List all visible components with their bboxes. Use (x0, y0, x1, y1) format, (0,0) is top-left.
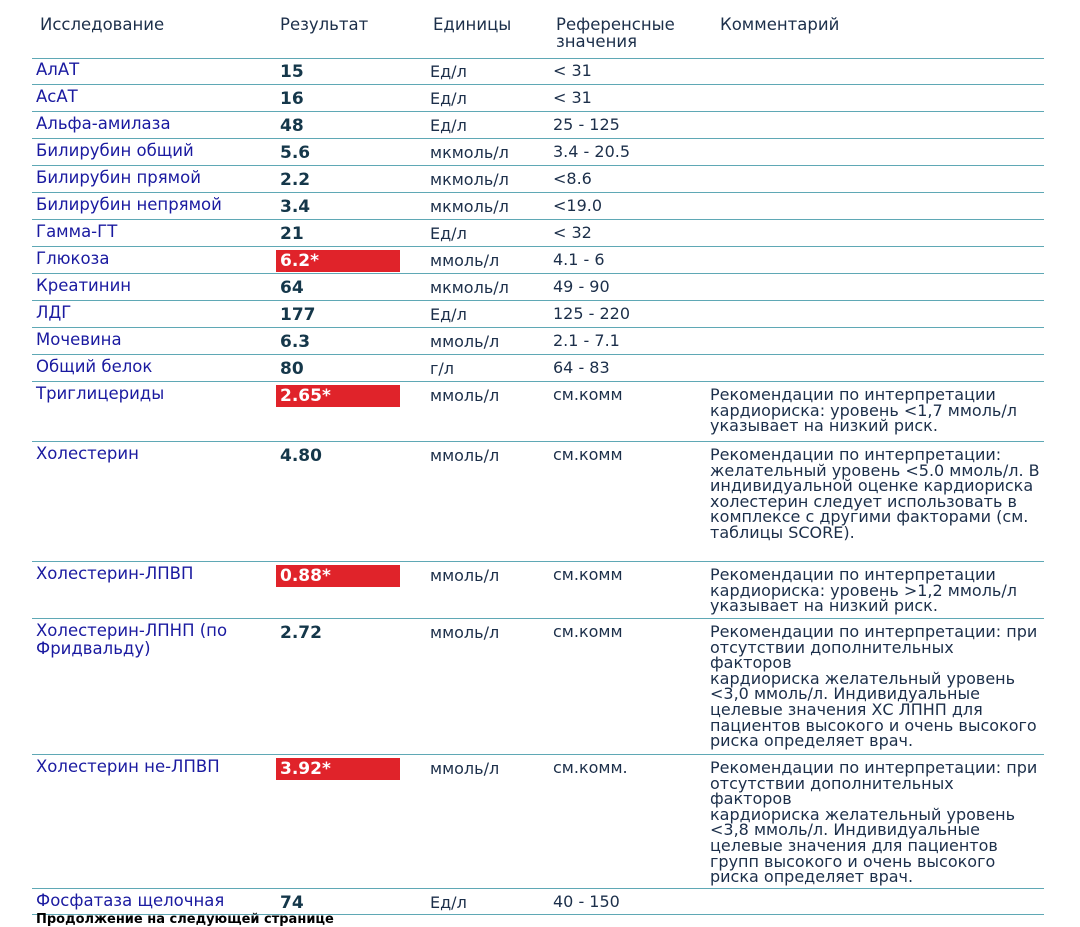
header-comment: Комментарий (720, 15, 840, 34)
unit: ммоль/л (430, 623, 500, 642)
test-name (36, 758, 272, 776)
comment-line: Рекомендации по интерпретации: при (710, 622, 1038, 641)
table-row (32, 193, 1044, 220)
test-name (36, 385, 272, 403)
row-divider (32, 58, 1044, 59)
comment-line: кардиориска: уровень <1,7 ммоль/л (710, 400, 1017, 420)
unit: г/л (430, 359, 455, 378)
reference-range: см.комм (553, 445, 623, 464)
comment-line: таблицы SCORE). (710, 522, 855, 542)
unit: ммоль/л (430, 759, 500, 778)
comment-line: комплексе с другими факторами (см. (710, 507, 1029, 527)
table-row (32, 220, 1044, 247)
reference-range: 2.1 - 7.1 (553, 331, 620, 350)
test-name (36, 304, 272, 322)
test-name-line: Альфа-амилаза (36, 114, 171, 133)
reference-range: см.комм (553, 385, 623, 404)
reference-range: 25 - 125 (553, 115, 620, 134)
table-row (32, 442, 1044, 562)
table-row (32, 247, 1044, 274)
header-reference (556, 16, 675, 50)
comment (710, 567, 1040, 614)
test-name (36, 622, 272, 658)
reference-range: <8.6 (553, 169, 592, 188)
continued-note: Продолжение на следующей странице (36, 912, 334, 927)
reference-range: см.комм. (553, 758, 628, 777)
comment-line: кардиориска: уровень >1,2 ммоль/л (710, 580, 1017, 600)
header-units: Единицы (433, 15, 512, 34)
comment (710, 760, 1040, 885)
unit: мкмоль/л (430, 170, 509, 189)
comment-line: <3,0 ммоль/л. Индивидуальные (710, 684, 980, 704)
comment (710, 624, 1040, 749)
unit: Ед/л (430, 224, 467, 243)
test-name-line: Креатинин (36, 276, 132, 295)
result-value: 2.72 (280, 623, 322, 643)
reference-range: < 32 (553, 223, 592, 242)
comment-line: Рекомендации по интерпретации: (710, 445, 1002, 464)
reference-range: 3.4 - 20.5 (553, 142, 631, 161)
test-name-line: Фосфатаза щелочная (36, 891, 225, 910)
reference-range: 40 - 150 (553, 892, 620, 911)
reference-range: < 31 (553, 88, 592, 107)
table-row (32, 355, 1044, 382)
test-name-line: Холестерин не-ЛПВП (36, 757, 220, 776)
table-row (32, 112, 1044, 139)
test-name (36, 250, 272, 268)
comment-line: пациентов высокого и очень высокого (710, 715, 1037, 735)
result-value-flagged: 2.65* (276, 385, 400, 407)
comment-line: риска определяет врач. (710, 867, 914, 887)
result-value: 21 (280, 224, 304, 244)
test-name-line: АлАТ (36, 60, 80, 79)
unit: мкмоль/л (430, 143, 509, 162)
result-value: 3.4 (280, 197, 311, 217)
comment-line: риска определяет врач. (710, 731, 914, 751)
test-name (36, 115, 272, 133)
result-value: 6.3 (280, 332, 311, 352)
table-row (32, 139, 1044, 166)
test-name (36, 331, 272, 349)
comment-line: групп высокого и очень высокого (710, 851, 996, 871)
comment (710, 447, 1040, 541)
unit: Ед/л (430, 89, 467, 108)
unit: ммоль/л (430, 386, 500, 405)
header-reference-line1: Референсные (556, 15, 675, 34)
test-name-line: Мочевина (36, 330, 122, 349)
unit: ммоль/л (430, 446, 500, 465)
test-name-line: Холестерин-ЛПВП (36, 564, 194, 583)
table-row (32, 328, 1044, 355)
result-value-flagged: 6.2* (276, 250, 400, 272)
table-row (32, 274, 1044, 301)
test-name-line: Глюкоза (36, 249, 110, 268)
table-row (32, 755, 1044, 889)
result-value: 2.2 (280, 170, 311, 190)
result-value: 177 (280, 305, 316, 325)
comment-line: Рекомендации по интерпретации: при (710, 758, 1038, 777)
unit: Ед/л (430, 62, 467, 81)
test-name-line: Триглицериды (36, 384, 165, 403)
comment-line: холестерин следует использовать в (710, 491, 1017, 511)
reference-range: см.комм (553, 622, 623, 641)
table-row (32, 382, 1044, 442)
test-name-line: Холестерин (36, 444, 139, 463)
comment-line: <3,8 ммоль/л. Индивидуальные (710, 820, 980, 840)
reference-range: см.комм (553, 565, 623, 584)
test-name-line: Фридвальду) (36, 639, 151, 658)
header-test: Исследование (40, 15, 165, 34)
unit: Ед/л (430, 116, 467, 135)
comment-line: индивидуальной оценке кардиориска (710, 476, 1034, 496)
test-name-line: Билирубин общий (36, 141, 194, 160)
test-name (36, 892, 272, 910)
result-value: 15 (280, 62, 304, 82)
comment (710, 387, 1040, 434)
comment-line: желательный уровень <5.0 ммоль/л. В (710, 460, 1040, 480)
result-value: 5.6 (280, 143, 311, 163)
test-name (36, 358, 272, 376)
test-name (36, 277, 272, 295)
test-name (36, 223, 272, 241)
reference-range: 64 - 83 (553, 358, 610, 377)
reference-range: 4.1 - 6 (553, 250, 605, 269)
test-name (36, 88, 272, 106)
unit: мкмоль/л (430, 197, 509, 216)
comment-line: Рекомендации по интерпретации (710, 565, 996, 584)
comment-line: целевые значения для пациентов (710, 835, 998, 855)
unit: ммоль/л (430, 566, 500, 585)
test-name (36, 142, 272, 160)
test-name-line: АсАТ (36, 87, 78, 106)
table-row (32, 166, 1044, 193)
result-value-flagged: 3.92* (276, 758, 400, 780)
table-row (32, 619, 1044, 755)
test-name (36, 61, 272, 79)
unit: ммоль/л (430, 251, 500, 270)
unit: Ед/л (430, 893, 467, 912)
result-value-flagged: 0.88* (276, 565, 400, 587)
table-row (32, 562, 1044, 619)
comment-line: кардиориска желательный уровень (710, 668, 1016, 688)
reference-range: <19.0 (553, 196, 603, 215)
test-name-line: Билирубин непрямой (36, 195, 222, 214)
result-value: 4.80 (280, 446, 322, 466)
result-value: 16 (280, 89, 304, 109)
result-value: 48 (280, 116, 304, 136)
test-name-line: ЛДГ (36, 303, 72, 322)
table-row (32, 85, 1044, 112)
table-row (32, 58, 1044, 85)
comment-line: отсутствии дополнительных факторов (710, 637, 954, 673)
table-row (32, 301, 1044, 328)
unit: мкмоль/л (430, 278, 509, 297)
test-name-line: Общий белок (36, 357, 153, 376)
comment-line: указывает на низкий риск. (710, 596, 938, 616)
comment-line: отсутствии дополнительных факторов (710, 773, 954, 809)
test-name-line: Гамма-ГТ (36, 222, 118, 241)
reference-range: < 31 (553, 61, 592, 80)
test-name (36, 169, 272, 187)
unit: Ед/л (430, 305, 467, 324)
comment-line: Рекомендации по интерпретации (710, 385, 996, 404)
test-name-line: Холестерин-ЛПНП (по (36, 621, 228, 640)
result-value: 74 (280, 893, 304, 913)
comment-line: указывает на низкий риск. (710, 416, 938, 436)
reference-range: 125 - 220 (553, 304, 631, 323)
test-name (36, 445, 272, 463)
result-value: 80 (280, 359, 304, 379)
test-name (36, 565, 272, 583)
comment-line: кардиориска желательный уровень (710, 804, 1016, 824)
header-result: Результат (280, 15, 369, 34)
test-name (36, 196, 272, 214)
reference-range: 49 - 90 (553, 277, 610, 296)
unit: ммоль/л (430, 332, 500, 351)
test-name-line: Билирубин прямой (36, 168, 201, 187)
result-value: 64 (280, 278, 304, 298)
comment-line: целевые значения ХС ЛПНП для (710, 699, 983, 719)
header-reference-line2: значения (556, 32, 638, 51)
